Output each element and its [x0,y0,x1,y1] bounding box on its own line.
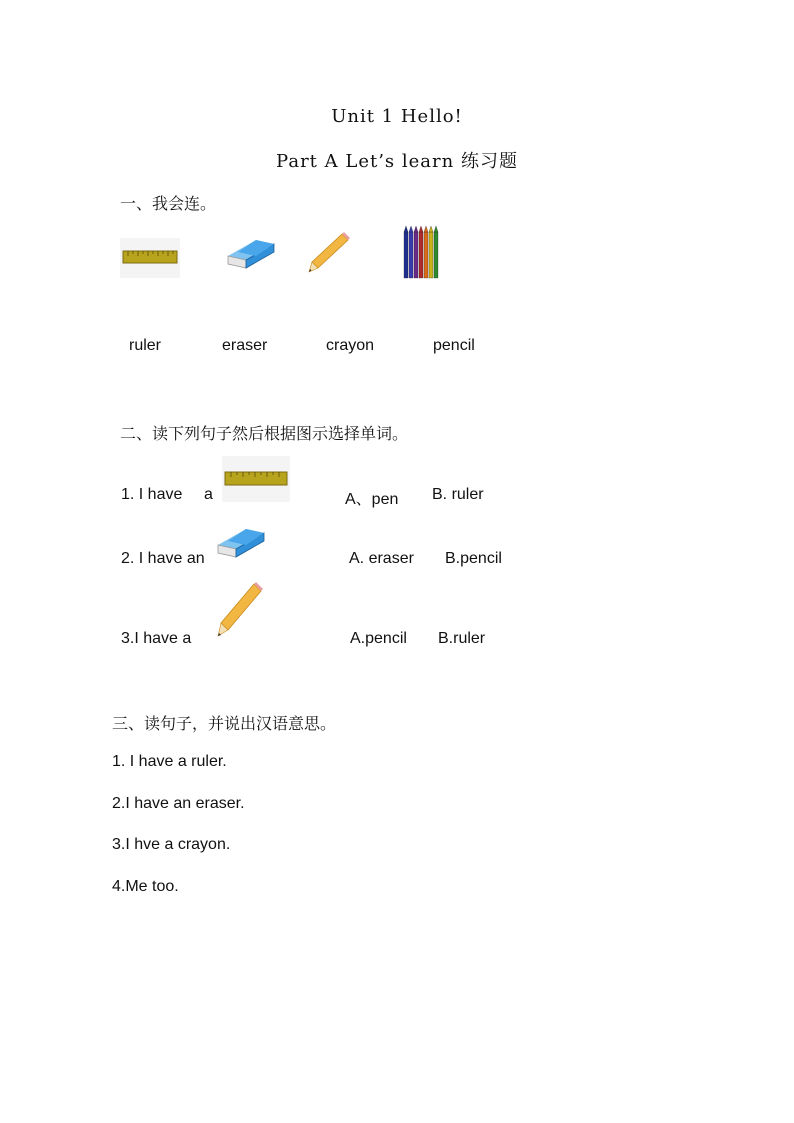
page-subtitle: Part A Let’s learn 练习题 [276,151,518,172]
question-3-option-a: A.pencil [350,630,407,647]
eraser-picture [216,523,266,559]
question-1-option-a: A、pen [345,491,399,508]
question-3-stem: 3.I have a [121,630,192,647]
section-3-heading: 三、读句子，并说出汉语意思。 [112,714,337,733]
question-2-option-b: B.pencil [445,550,502,567]
sentence-1: 1. I have a ruler. [112,753,227,770]
ruler-picture [222,456,290,502]
section-1-heading: 一、我会连。 [120,194,217,213]
question-1-stem: 1. I have [121,486,183,503]
word-ruler: ruler [129,337,162,354]
sentence-4: 4.Me too. [112,878,179,895]
question-2-stem: 2. I have an [121,550,205,567]
eraser-picture [226,234,276,270]
pencil-picture [216,582,264,638]
question-3-option-b: B.ruler [438,630,486,647]
word-pencil: pencil [433,337,475,354]
question-1-article: a [204,486,213,503]
section-2-heading: 二、读下列句子然后根据图示选择单词。 [120,424,409,443]
question-2-option-a: A. eraser [349,550,414,567]
crayons-picture [403,224,439,280]
word-crayon: crayon [326,337,375,354]
question-1-option-b: B. ruler [432,486,484,503]
sentence-2: 2.I have an eraser. [112,795,245,812]
ruler-picture [120,238,180,278]
page-title: Unit 1 Hello! [331,106,463,127]
word-eraser: eraser [222,337,268,354]
sentence-3: 3.I hve a crayon. [112,836,231,853]
pencil-picture [306,232,350,274]
